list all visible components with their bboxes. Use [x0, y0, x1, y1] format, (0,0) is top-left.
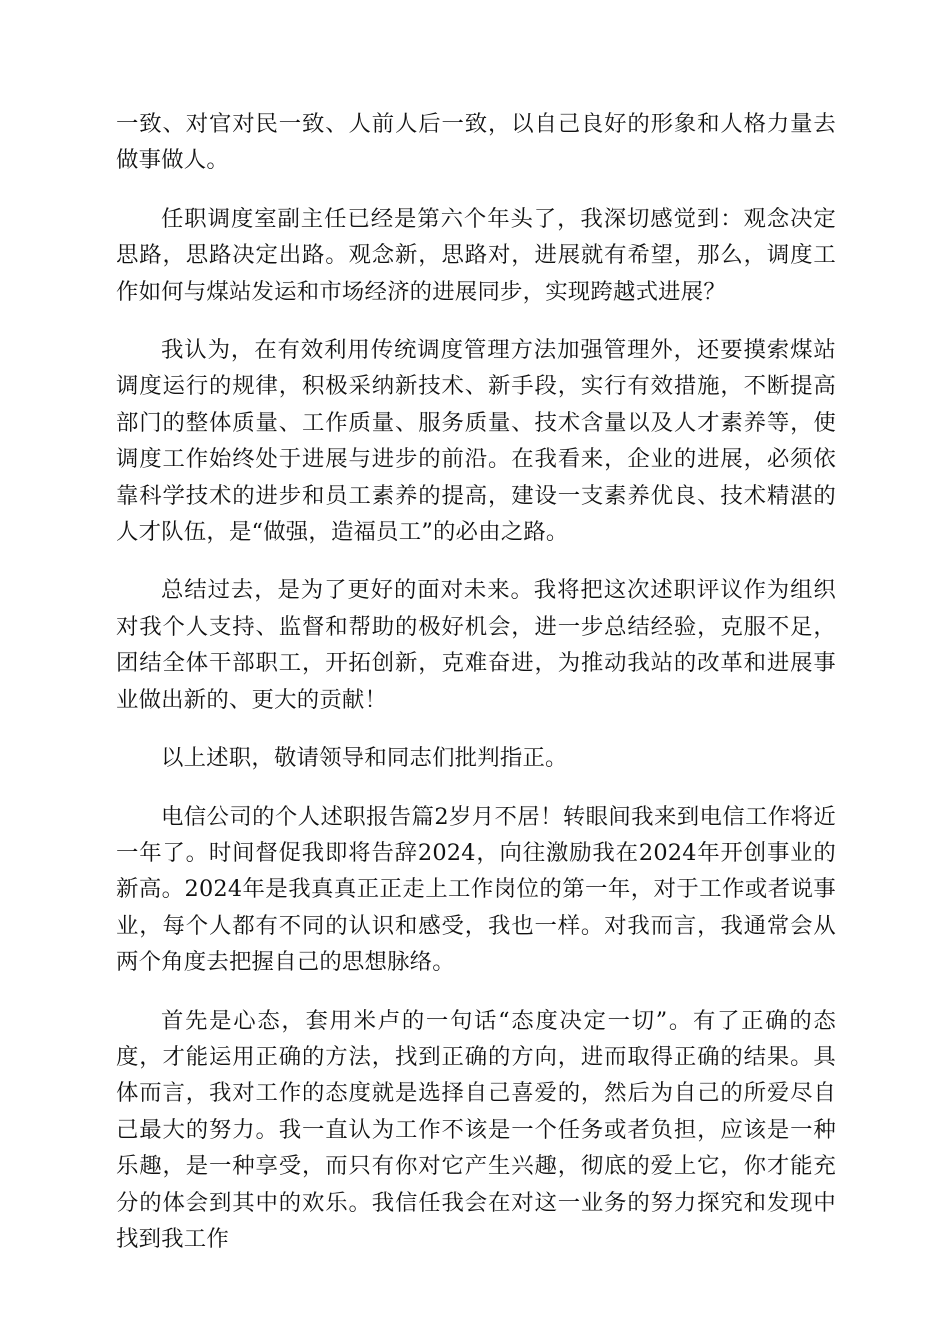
paragraph-report-two-intro: 电信公司的个人述职报告篇2岁月不居！转眼间我来到电信工作将近一年了。时间督促我即将告辞2024，向往激励我在2024年开创事业的新高。2024年是我真真正正走上工作岗位的第一年，对于工作或者说事业，每个人都有不同的认识和感受，我也一样。对我而言，我通常会从两个角度去把握自己的思想脉络。: [116, 803, 836, 976]
paragraph-role-reflection: 任职调度室副主任已经是第六个年头了，我深切感觉到：观念决定思路，思路决定出路。观念新，思路对，进展就有希望，那么，调度工作如何与煤站发运和市场经济的进展同步，实现跨越式进展？: [116, 205, 836, 305]
paragraph-continuation: 一致、对官对民一致、人前人后一致，以自己良好的形象和人格力量去做事做人。: [116, 111, 836, 174]
document-body: [116, 106, 836, 1279]
paragraph-management-view: 我认为，在有效利用传统调度管理方法加强管理外，还要摸索煤站调度运行的规律，积极采纳新技术、新手段，实行有效措施，不断提高部门的整体质量、工作质量、服务质量、技术含量以及人才素养等，使调度工作始终处于进展与进步的前沿。在我看来，企业的进展，必须依靠科学技术的进步和员工素养的提高，建设一支素养优良、技术精湛的人才队伍，是“做强，造福员工”的必由之路。: [116, 337, 836, 546]
paragraph-attitude: 首先是心态，套用米卢的一句话“态度决定一切”。有了正确的态度，才能运用正确的方法，找到正确的方向，进而取得正确的结果。具体而言，我对工作的态度就是选择自己喜爱的，然后为自己的所爱尽自己最大的努力。我一直认为工作不该是一个任务或者负担，应该是一种乐趣，是一种享受，而只有你对它产生兴趣，彻底的爱上它，你才能充分的体会到其中的欢乐。我信任我会在对这一业务的努力探究和发现中找到我工作: [116, 1007, 836, 1252]
paragraph-closing-request: 以上述职，敬请领导和同志们批判指正。: [161, 745, 568, 772]
paragraph-summary-future: 总结过去，是为了更好的面对未来。我将把这次述职评议作为组织对我个人支持、监督和帮助的极好机会，进一步总结经验，克服不足，团结全体干部职工，开拓创新，克难奋进，为推动我站的改革和进展事业做出新的、更大的贡献！: [116, 577, 836, 713]
